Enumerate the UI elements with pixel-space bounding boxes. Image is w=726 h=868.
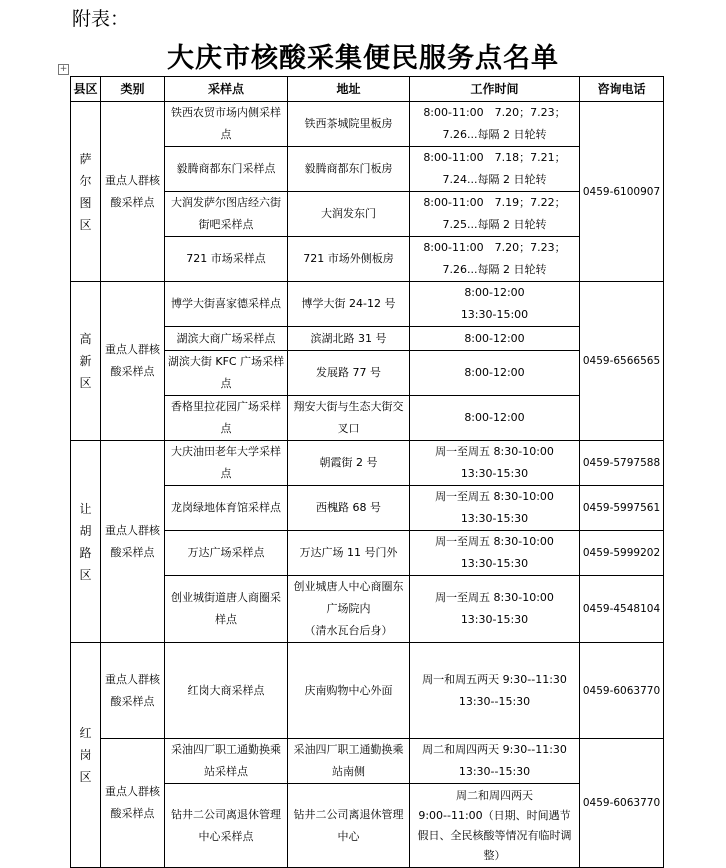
header-phone: 咨询电话 (580, 77, 664, 102)
phone-cell: 0459-4548104 (580, 576, 664, 643)
site-cell: 大润发萨尔图店经六街 街吧采样点 (165, 192, 288, 237)
site-cell: 大庆油田老年大学采样 点 (165, 441, 288, 486)
header-county: 县区 (71, 77, 101, 102)
sampling-sites-table (70, 76, 664, 868)
time-cell: 8:00-12:00 (410, 396, 580, 441)
attachment-label: 附表： (72, 8, 130, 30)
site-cell: 铁西农贸市场内侧采样 点 (165, 102, 288, 147)
category-cell: 重点人群核 酸采样点 (101, 739, 165, 868)
site-cell: 博学大街喜家德采样点 (165, 282, 288, 327)
time-cell: 8:00-12:00 (410, 351, 580, 396)
address-cell: 朝霞街 2 号 (288, 441, 410, 486)
site-cell: 湖滨大街 KFC 广场采样 点 (165, 351, 288, 396)
time-cell: 周一至周五 8:30-10:00 13:30-15:30 (410, 531, 580, 576)
address-cell: 发展路 77 号 (288, 351, 410, 396)
phone-cell: 0459-5797588 (580, 441, 664, 486)
time-cell: 8:00-11:00 7.18；7.21； 7.24...每隔 2 日轮转 (410, 147, 580, 192)
address-cell: 721 市场外侧板房 (288, 237, 410, 282)
address-cell: 大润发东门 (288, 192, 410, 237)
site-cell: 香格里拉花园广场采样 点 (165, 396, 288, 441)
address-cell: 采油四厂职工通勤换乘 站南侧 (288, 739, 410, 784)
county-cell: 高 新 区 (71, 282, 101, 441)
header-address: 地址 (288, 77, 410, 102)
table-row (71, 643, 664, 739)
time-cell: 8:00-12:00 13:30-15:00 (410, 282, 580, 327)
site-cell: 红岗大商采样点 (165, 643, 288, 739)
site-cell: 毅腾商都东门采样点 (165, 147, 288, 192)
phone-cell: 0459-6566565 (580, 282, 664, 441)
county-cell: 让 胡 路 区 (71, 441, 101, 643)
site-cell: 湖滨大商广场采样点 (165, 327, 288, 351)
address-cell: 钻井二公司离退休管理 中心 (288, 784, 410, 868)
phone-cell: 0459-5997561 (580, 486, 664, 531)
time-cell: 周一和周五两天 9:30--11:30 13:30--15:30 (410, 643, 580, 739)
site-cell: 钻井二公司离退休管理 中心采样点 (165, 784, 288, 868)
address-cell: 毅腾商都东门板房 (288, 147, 410, 192)
phone-cell: 0459-6100907 (580, 102, 664, 282)
table-row (71, 739, 664, 784)
address-cell: 万达广场 11 号门外 (288, 531, 410, 576)
time-cell: 周一至周五 8:30-10:00 13:30-15:30 (410, 576, 580, 643)
table-move-handle-icon[interactable]: + (59, 64, 68, 74)
time-cell: 周一至周五 8:30-10:00 13:30-15:30 (410, 441, 580, 486)
address-cell: 博学大街 24-12 号 (288, 282, 410, 327)
page-title: 大庆市核酸采集便民服务点名单 (167, 43, 559, 74)
category-cell: 重点人群核 酸采样点 (101, 102, 165, 282)
table-row (71, 102, 664, 147)
table-header-row (71, 77, 664, 102)
time-cell: 8:00-12:00 (410, 327, 580, 351)
phone-cell: 0459-6063770 (580, 643, 664, 739)
time-cell: 8:00-11:00 7.19；7.22； 7.25...每隔 2 日轮转 (410, 192, 580, 237)
county-cell: 红 岗 区 (71, 643, 101, 868)
site-cell: 创业城街道唐人商圈采 样点 (165, 576, 288, 643)
time-cell: 周二和周四两天 9:30--11:30 13:30--15:30 (410, 739, 580, 784)
time-cell: 8:00-11:00 7.20；7.23； 7.26...每隔 2 日轮转 (410, 237, 580, 282)
address-cell: 翔安大街与生态大街交 叉口 (288, 396, 410, 441)
site-cell: 721 市场采样点 (165, 237, 288, 282)
category-cell: 重点人群核 酸采样点 (101, 282, 165, 441)
category-cell: 重点人群核 酸采样点 (101, 643, 165, 739)
county-cell: 萨 尔 图 区 (71, 102, 101, 282)
time-cell: 8:00-11:00 7.20；7.23； 7.26...每隔 2 日轮转 (410, 102, 580, 147)
site-cell: 龙岗绿地体育馆采样点 (165, 486, 288, 531)
table-row (71, 282, 664, 327)
header-category: 类别 (101, 77, 165, 102)
phone-cell: 0459-6063770 (580, 739, 664, 868)
address-cell: 西槐路 68 号 (288, 486, 410, 531)
category-cell: 重点人群核 酸采样点 (101, 441, 165, 643)
address-cell: 创业城唐人中心商圈东 广场院内 （清水瓦台后身） (288, 576, 410, 643)
time-cell: 周二和周四两天 9:00--11:00（日期、时间遇节 假日、全民核酸等情况有临时调 整） (410, 784, 580, 868)
header-site: 采样点 (165, 77, 288, 102)
address-cell: 铁西茶城院里板房 (288, 102, 410, 147)
phone-cell: 0459-5999202 (580, 531, 664, 576)
time-cell: 周一至周五 8:30-10:00 13:30-15:30 (410, 486, 580, 531)
site-cell: 万达广场采样点 (165, 531, 288, 576)
address-cell: 庆南购物中心外面 (288, 643, 410, 739)
table-row (71, 441, 664, 486)
header-time: 工作时间 (410, 77, 580, 102)
address-cell: 滨湖北路 31 号 (288, 327, 410, 351)
site-cell: 采油四厂职工通勤换乘 站采样点 (165, 739, 288, 784)
